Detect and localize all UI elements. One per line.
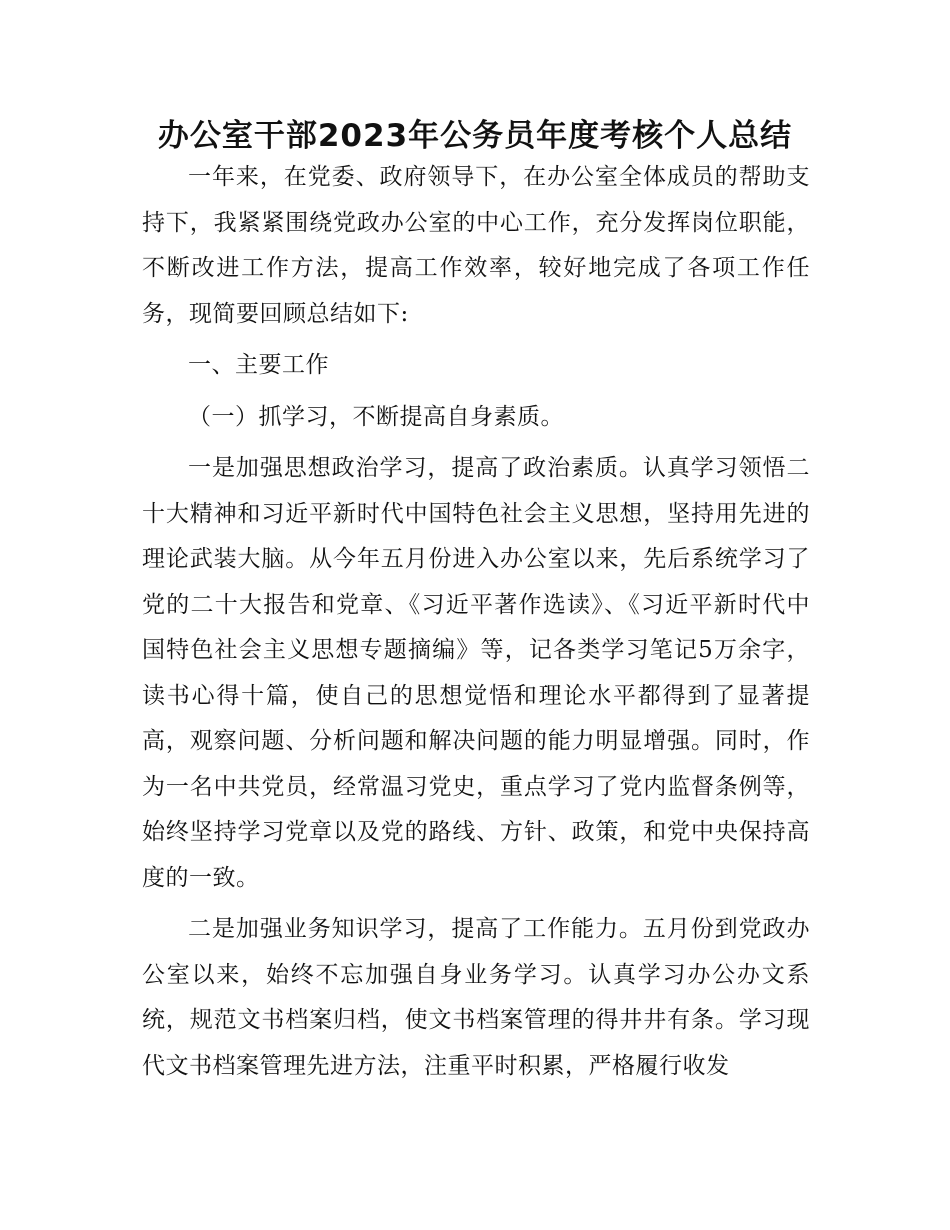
document-body	[142, 155, 810, 1089]
paragraph-political-study: 一是加强思想政治学习，提高了政治素质。认真学习领悟二十大精神和习近平新时代中国特色社会主义思想，坚持用先进的理论武装大脑。从今年五月份进入办公室以来，先后系统学习了党的二十大报告和党章、《习近平著作选读》、《习近平新时代中国特色社会主义思想专题摘编》等，记各类学习笔记5万余字，读书心得十篇，使自己的思想觉悟和理论水平都得到了显著提高，观察问题、分析问题和解决问题的能力明显增强。同时，作为一名中共党员，经常温习党史，重点学习了党内监督条例等，始终坚持学习党章以及党的路线、方针、政策，和党中央保持高度的一致。	[142, 455, 810, 891]
document-title: 办公室干部2023年公务员年度考核个人总结	[157, 118, 793, 154]
section-heading-main-work: 一、主要工作	[188, 352, 329, 378]
paragraph-business-study: 二是加强业务知识学习，提高了工作能力。五月份到党政办公室以来，始终不忘加强自身业务学习。认真学习办公办文系统，规范文书档案归档，使文书档案管理的得井井有条。学习现代文书档案管理先进方法，注重平时积累，严格履行收发	[142, 916, 810, 1079]
paragraph-intro: 一年来，在党委、政府领导下，在办公室全体成员的帮助支持下，我紧紧围绕党政办公室的中心工作，充分发挥岗位职能，不断改进工作方法，提高工作效率，较好地完成了各项工作任务，现简要回顾总结如下:	[142, 164, 810, 327]
subsection-heading-study: （一）抓学习，不断提高自身素质。	[188, 403, 564, 430]
